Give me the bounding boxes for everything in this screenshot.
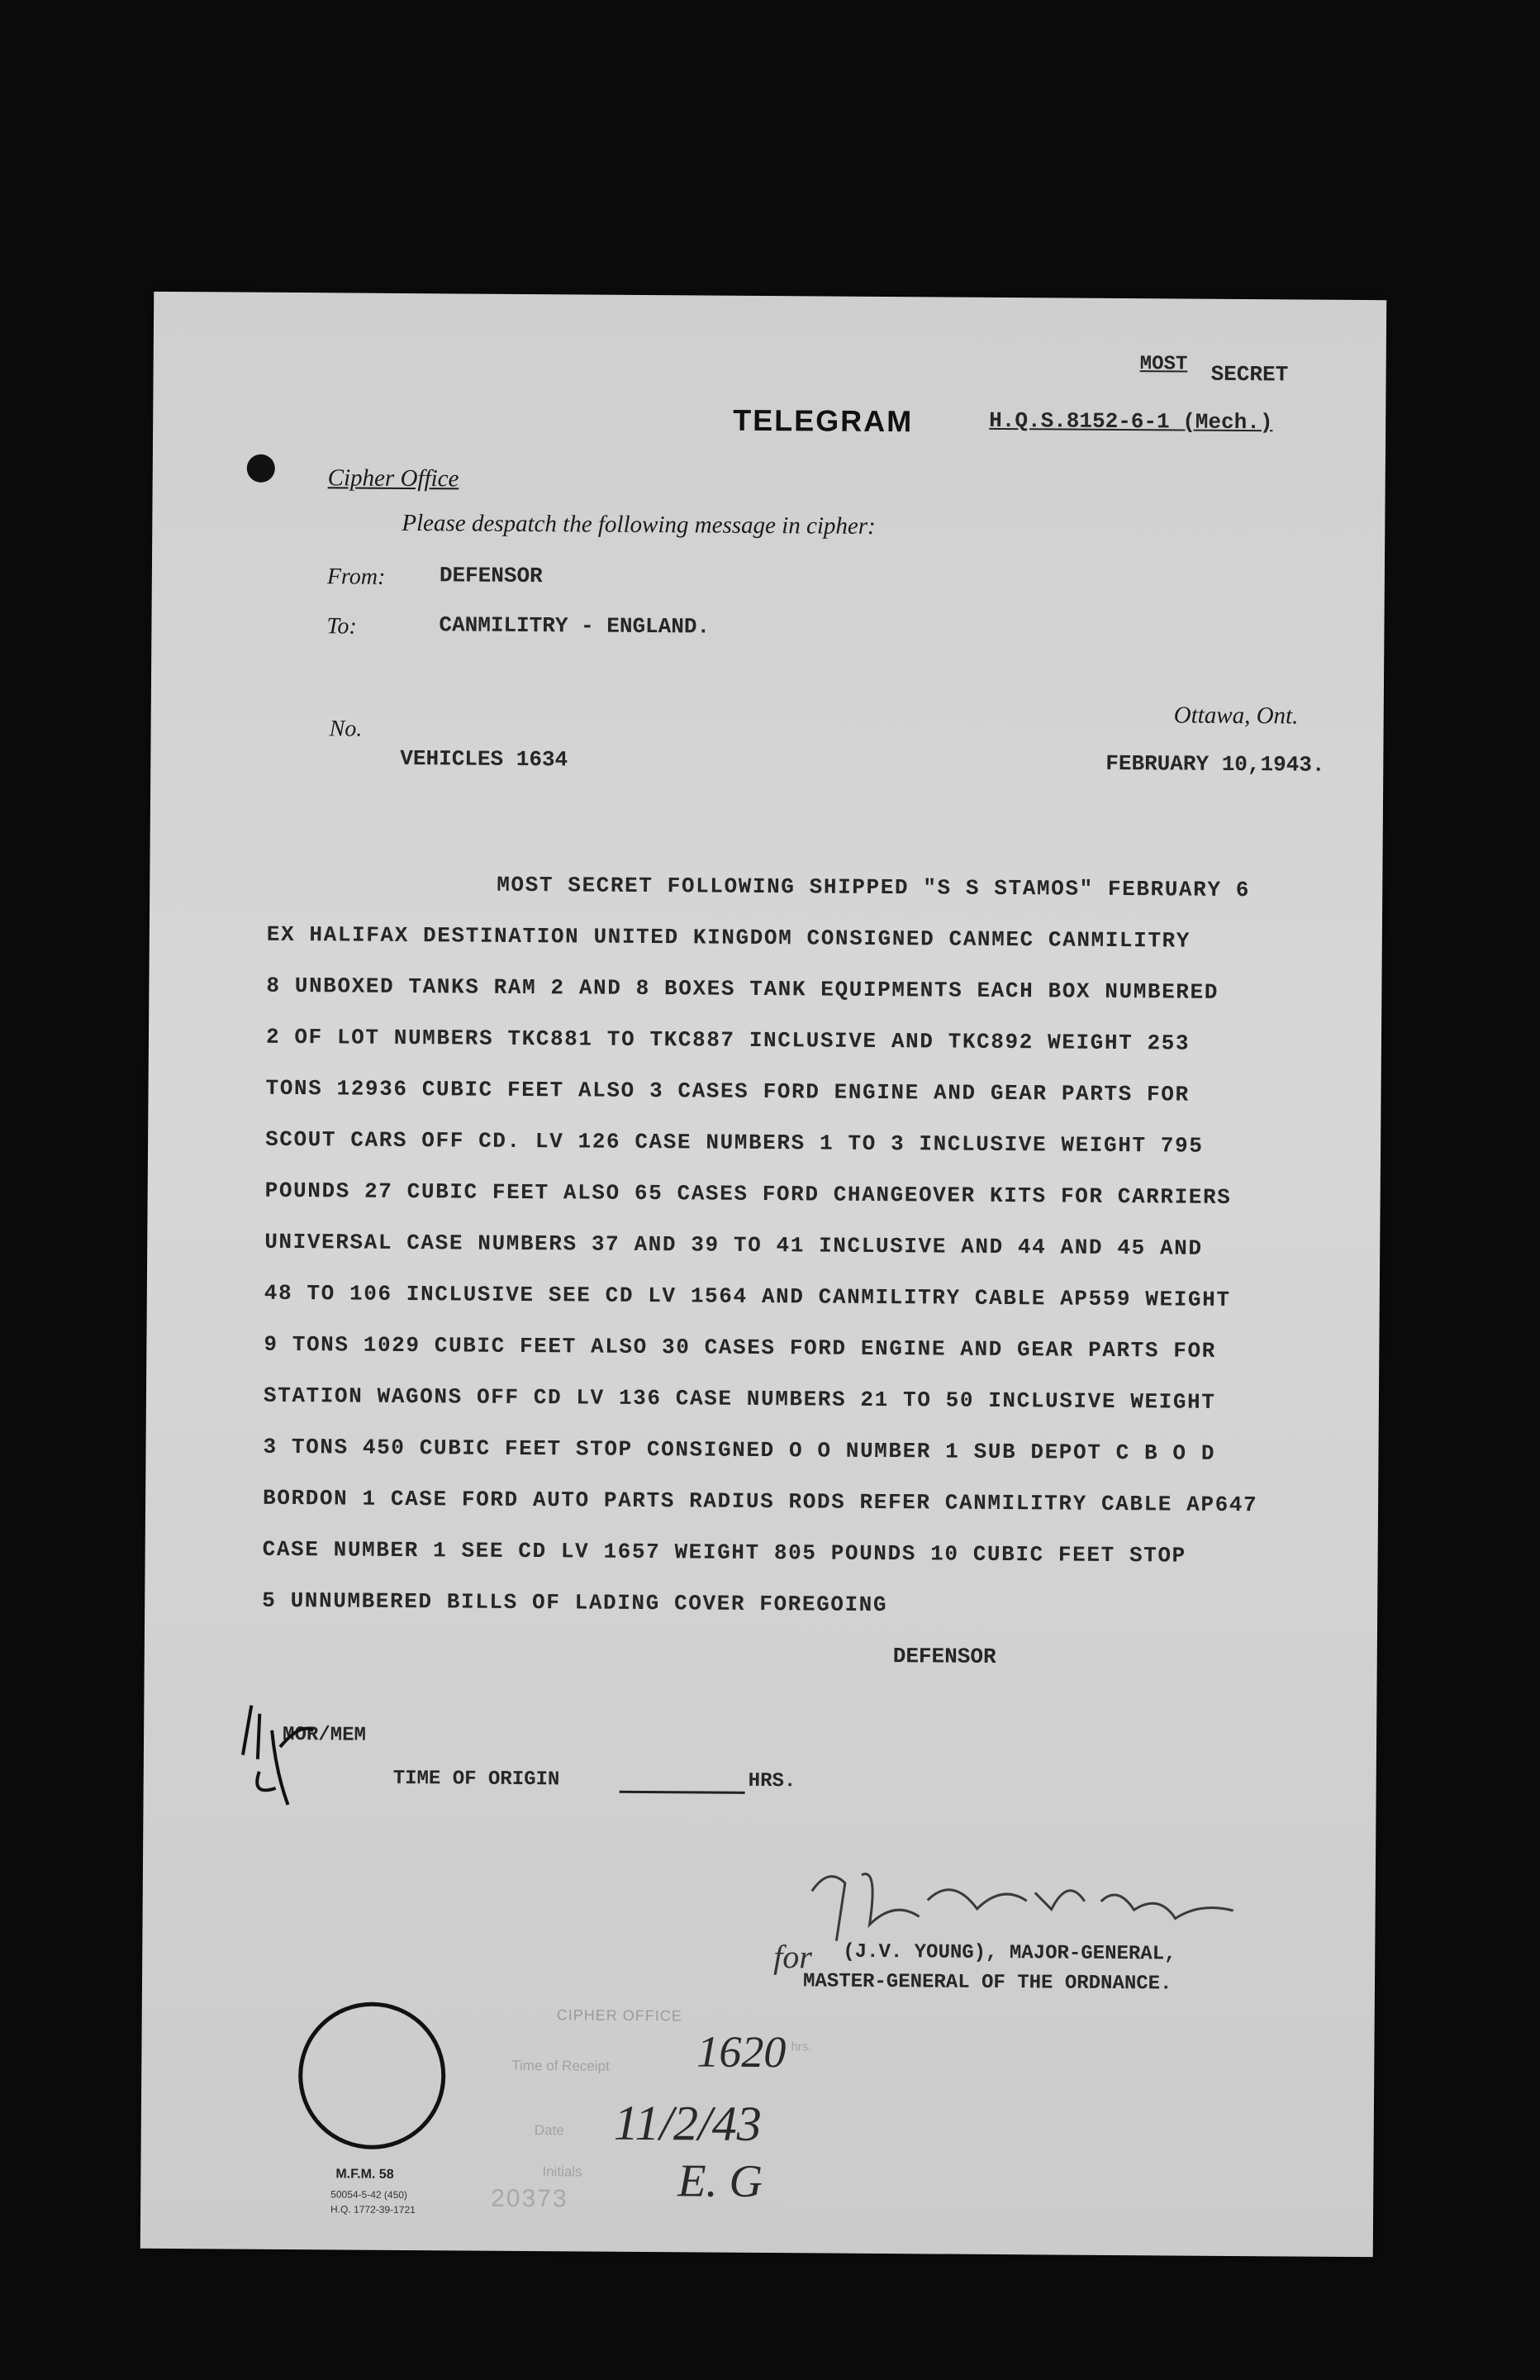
message-line-7: POUNDS 27 CUBIC FEET ALSO 65 CASES FORD CHANGEOVER KITS FOR CARRIERS xyxy=(264,1178,1232,1210)
form-line-1: 50054-5-42 (450) xyxy=(330,2188,407,2202)
message-line-3: 8 UNBOXED TANKS RAM 2 AND 8 BOXES TANK EQUIPMENTS EACH BOX NUMBERED xyxy=(266,973,1219,1005)
no-value: VEHICLES 1634 xyxy=(400,745,568,773)
signatory-title: MASTER-GENERAL OF THE ORDNANCE. xyxy=(802,1970,1172,1996)
stamp-time-label: Time of Receipt xyxy=(511,2057,610,2074)
handwritten-mark xyxy=(226,1697,326,1821)
time-of-origin-blank xyxy=(620,1791,745,1794)
operator-initials: MOR/MEM xyxy=(282,1723,367,1747)
message-line-1: MOST SECRET FOLLOWING SHIPPED "S S STAMOS" FEBRUARY 6 xyxy=(497,872,1251,903)
message-line-10: 9 TONS 1029 CUBIC FEET ALSO 30 CASES FORD ENGINE AND GEAR PARTS FOR xyxy=(264,1331,1217,1364)
stamp-office: CIPHER OFFICE xyxy=(556,2006,682,2025)
file-number: H.Q.S.8152-6-1 (Mech.) xyxy=(989,407,1273,436)
message-line-8: UNIVERSAL CASE NUMBERS 37 AND 39 TO 41 INCLUSIVE AND 44 AND 45 AND xyxy=(264,1229,1203,1261)
message-line-14: CASE NUMBER 1 SEE CD LV 1657 WEIGHT 805 POUNDS 10 CUBIC FEET STOP xyxy=(262,1536,1186,1568)
stamp-initials-value: E. G xyxy=(677,2155,763,2208)
stamp-date-label: Date xyxy=(534,2122,564,2139)
stamp-time-value: 1620 xyxy=(696,2026,787,2078)
message-line-6: SCOUT CARS OFF CD. LV 126 CASE NUMBERS 1 TO 3 INCLUSIVE WEIGHT 795 xyxy=(265,1126,1204,1159)
message-line-13: BORDON 1 CASE FORD AUTO PARTS RADIUS RODS REFER CANMILITRY CABLE AP647 xyxy=(262,1485,1258,1518)
form-line-2: H.Q. 1772-39-1721 xyxy=(330,2203,416,2216)
to-label: To: xyxy=(326,613,357,640)
message-line-2: EX HALIFAX DESTINATION UNITED KINGDOM CONSIGNED CANMEC CANMILITRY xyxy=(266,921,1191,954)
stamp-number: 20373 xyxy=(491,2184,568,2213)
time-of-origin-label: TIME OF ORIGIN xyxy=(392,1767,560,1792)
telegram-sheet xyxy=(140,292,1386,2257)
message-line-12: 3 TONS 450 CUBIC FEET STOP CONSIGNED O O NUMBER 1 SUB DEPOT C B O D xyxy=(263,1434,1216,1466)
signatory-name: (J.V. YOUNG), MAJOR-GENERAL, xyxy=(843,1940,1176,1966)
message-line-5: TONS 12936 CUBIC FEET ALSO 3 CASES FORD ENGINE AND GEAR PARTS FOR xyxy=(265,1075,1190,1107)
stamp-hrs: hrs. xyxy=(791,2040,812,2054)
office-label: Cipher Office xyxy=(327,464,459,493)
stamp-date-value: 11/2/43 xyxy=(613,2095,762,2152)
to-value: CANMILITRY - ENGLAND. xyxy=(439,612,711,640)
for-mark: for xyxy=(773,1938,813,1976)
from-label: From: xyxy=(326,564,386,590)
classification-secret: SECRET xyxy=(1210,361,1289,388)
message-line-4: 2 OF LOT NUMBERS TKC881 TO TKC887 INCLUSIVE AND TKC892 WEIGHT 253 xyxy=(265,1024,1191,1056)
message-line-15: 5 UNNUMBERED BILLS OF LADING COVER FOREGOING xyxy=(262,1587,888,1618)
message-line-11: STATION WAGONS OFF CD LV 136 CASE NUMBERS 21 TO 50 INCLUSIVE WEIGHT xyxy=(263,1383,1216,1415)
place: Ottawa, Ont. xyxy=(1173,702,1299,730)
punch-hole xyxy=(247,455,275,483)
from-value: DEFENSOR xyxy=(439,563,543,589)
time-of-origin-suffix: HRS. xyxy=(748,1769,796,1793)
instruction-text: Please despatch the following message in cipher: xyxy=(402,509,876,540)
message-line-9: 48 TO 106 INCLUSIVE SEE CD LV 1564 AND CANMILITRY CABLE AP559 WEIGHT xyxy=(264,1280,1231,1312)
classification-most: MOST xyxy=(1139,353,1188,376)
stamp-initials-label: Initials xyxy=(542,2163,582,2180)
telegram-title: TELEGRAM xyxy=(733,402,914,439)
message-signoff: DEFENSOR xyxy=(892,1644,996,1669)
form-code: M.F.M. 58 xyxy=(335,2167,394,2182)
form-stamp-circle xyxy=(298,2002,446,2149)
date: FEBRUARY 10,1943. xyxy=(1105,750,1325,778)
no-label: No. xyxy=(329,716,363,742)
